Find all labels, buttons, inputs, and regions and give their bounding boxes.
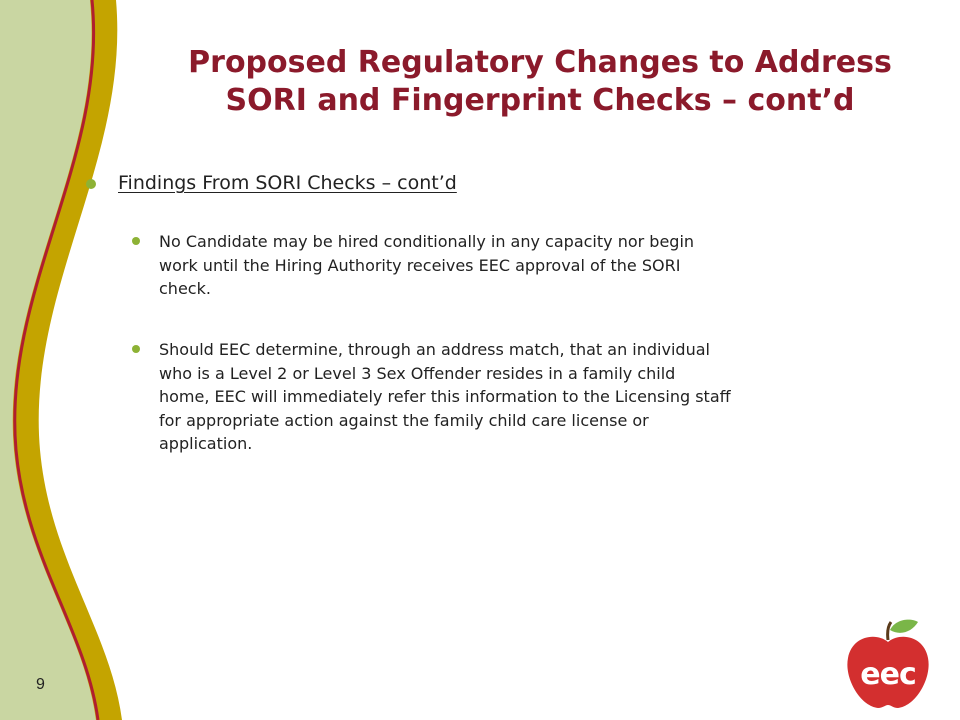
bullet-text-address-match — [159, 338, 939, 456]
bullet-icon — [132, 345, 140, 353]
findings-heading: Findings From SORI Checks – cont’d — [118, 172, 457, 194]
slide-title-line-1: Proposed Regulatory Changes to Address — [188, 45, 892, 80]
bullet-2-line-2: who is a Level 2 or Level 3 Sex Offender resides in a family child — [159, 363, 676, 383]
bullet-1-line-3: check. — [159, 279, 211, 298]
bullet-text-hiring — [159, 230, 939, 301]
page-number: 9 — [36, 676, 45, 693]
eec-apple-logo — [838, 616, 938, 712]
bullet-2-line-4: for appropriate action against the family child care license or — [159, 410, 649, 430]
bullet-icon — [132, 237, 140, 245]
bullet-1-line-2: work until the Hiring Authority receives EEC approval of the SORI — [159, 255, 681, 275]
bullet-1-line-1: No Candidate may be hired conditionally in any capacity nor begin — [159, 232, 695, 251]
bullet-2-line-3: home, EEC will immediately refer this information to the Licensing staff — [159, 387, 731, 406]
bullet-2-line-5: application. — [159, 434, 253, 453]
apple-leaf-icon — [890, 620, 918, 633]
slide-title — [140, 44, 940, 120]
apple-stem — [888, 622, 891, 640]
heading-bullet-icon — [86, 179, 96, 189]
logo-text: eec — [860, 657, 916, 692]
slide-title-line-2: SORI and Fingerprint Checks – cont’d — [225, 83, 855, 118]
bullet-2-line-1: Should EEC determine, through an address match, that an individual — [159, 340, 710, 359]
